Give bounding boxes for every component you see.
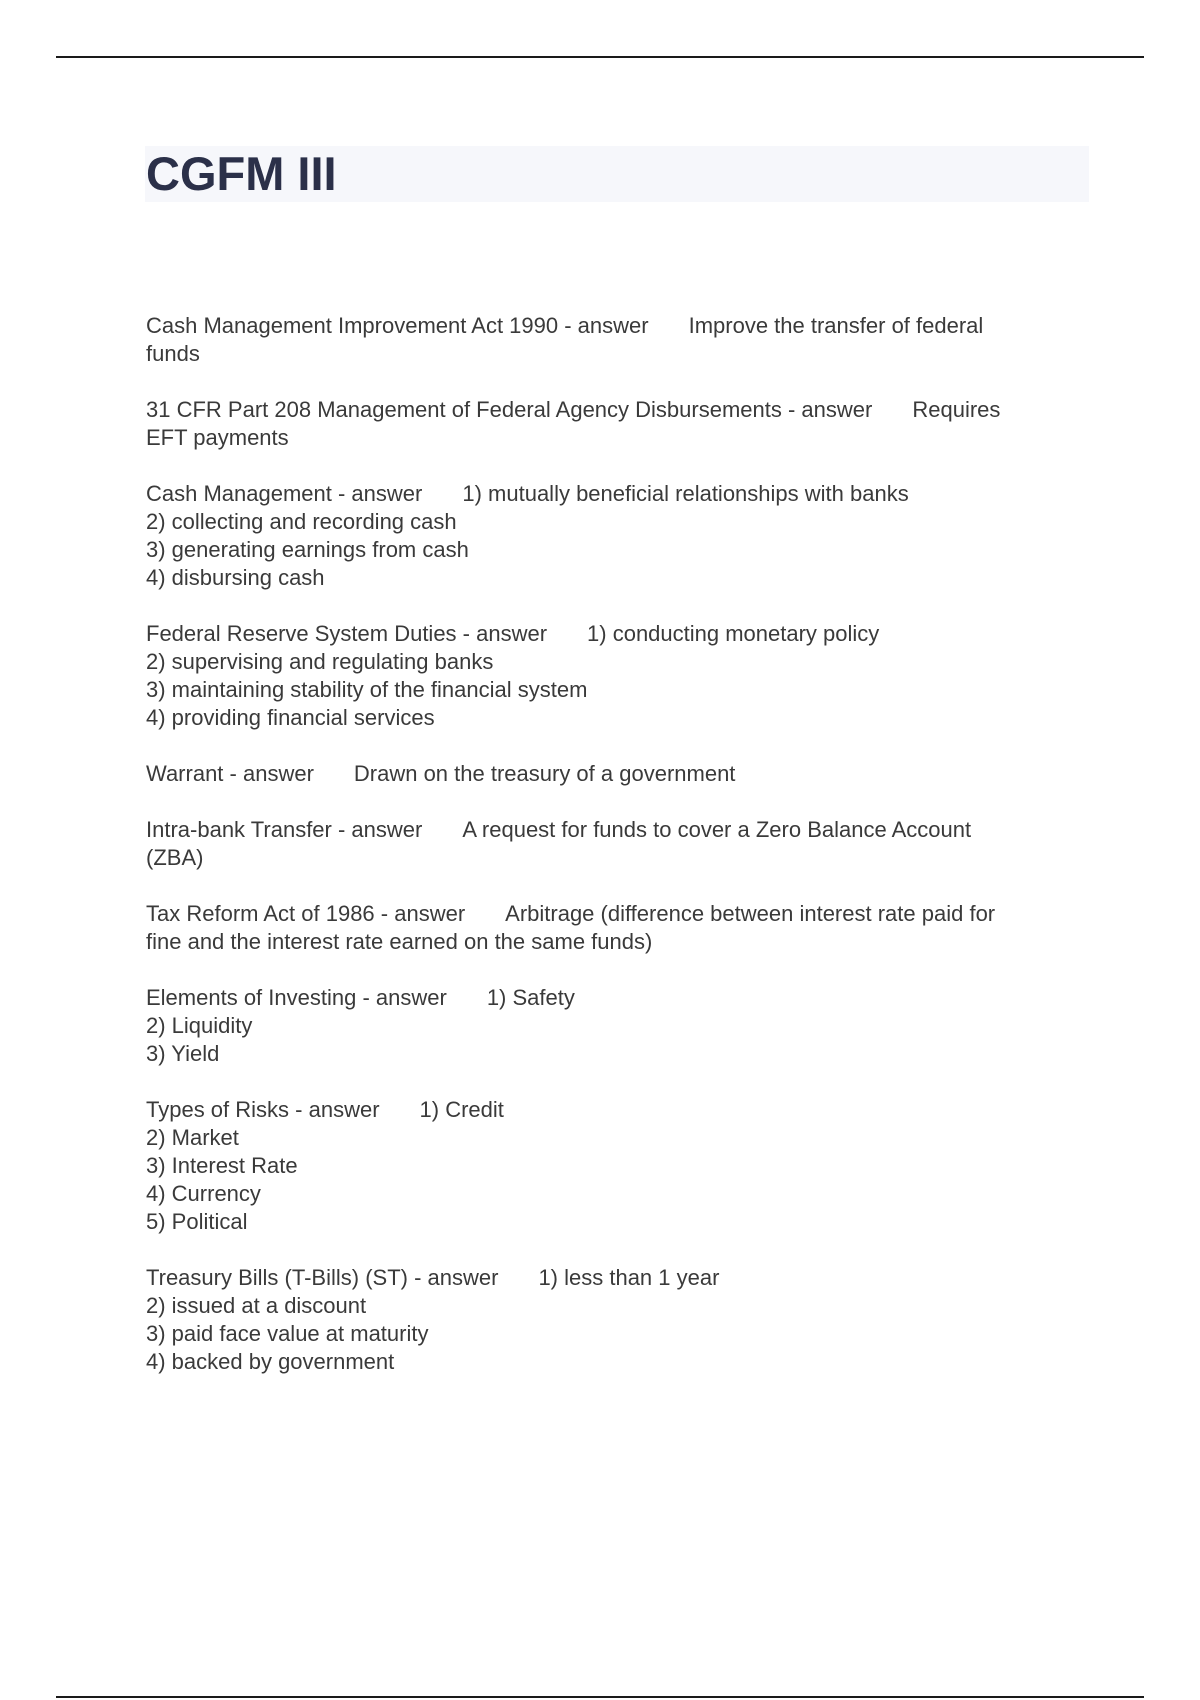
entry-term: Cash Management - answer bbox=[146, 481, 423, 506]
entry-answer-line: 3) paid face value at maturity bbox=[146, 1321, 429, 1346]
entry-first-line bbox=[146, 984, 1090, 1012]
flashcard-entry bbox=[146, 620, 1090, 732]
flashcard-entry bbox=[146, 396, 1090, 452]
flashcard-entry bbox=[146, 760, 1090, 788]
entry-answer-line: 1) conducting monetary policy bbox=[587, 621, 880, 646]
flashcard-entry bbox=[146, 1096, 1090, 1236]
entry-first-line bbox=[146, 760, 1090, 788]
entry-answer-line: Improve the transfer of federal bbox=[688, 313, 984, 338]
entry-answer-line: A request for funds to cover a Zero Balance Account bbox=[462, 817, 972, 842]
flashcard-entry bbox=[146, 984, 1090, 1068]
entry-term: Cash Management Improvement Act 1990 - answer bbox=[146, 313, 649, 338]
entry-answer-line: 2) Market bbox=[146, 1125, 239, 1150]
entry-answer-line: 3) Yield bbox=[146, 1041, 220, 1066]
entry-answer-line: 3) Interest Rate bbox=[146, 1153, 298, 1178]
entry-answer-line: EFT payments bbox=[146, 425, 289, 450]
entry-answer-line: 4) backed by government bbox=[146, 1349, 395, 1374]
entry-answer-line: 4) providing financial services bbox=[146, 705, 435, 730]
entry-first-line bbox=[146, 900, 1090, 928]
flashcard-entry bbox=[146, 312, 1090, 368]
entry-term: Tax Reform Act of 1986 - answer bbox=[146, 901, 466, 926]
flashcard-list bbox=[146, 312, 1090, 1404]
flashcard-entry bbox=[146, 900, 1090, 956]
entry-answer-line: Drawn on the treasury of a government bbox=[353, 761, 736, 786]
entry-answer-line: 1) mutually beneficial relationships with banks bbox=[462, 481, 909, 506]
entry-answer-line: 5) Political bbox=[146, 1209, 248, 1234]
entry-answer-line: 4) Currency bbox=[146, 1181, 261, 1206]
entry-answer-line: 2) supervising and regulating banks bbox=[146, 649, 494, 674]
entry-term: Elements of Investing - answer bbox=[146, 985, 447, 1010]
entry-answer-line: 4) disbursing cash bbox=[146, 565, 325, 590]
entry-first-line bbox=[146, 1096, 1090, 1124]
page-title: CGFM III bbox=[146, 147, 337, 200]
top-rule bbox=[56, 56, 1144, 58]
entry-answer-line: 2) issued at a discount bbox=[146, 1293, 367, 1318]
flashcard-entry bbox=[146, 816, 1090, 872]
entry-first-line bbox=[146, 396, 1090, 424]
entry-term: 31 CFR Part 208 Management of Federal Agency Disbursements - answer bbox=[146, 397, 873, 422]
entry-answer-line: 2) Liquidity bbox=[146, 1013, 253, 1038]
entry-answer-line: funds bbox=[146, 341, 200, 366]
entry-term: Warrant - answer bbox=[146, 761, 314, 786]
entry-term: Types of Risks - answer bbox=[146, 1097, 380, 1122]
entry-term: Treasury Bills (T-Bills) (ST) - answer bbox=[146, 1265, 499, 1290]
entry-first-line bbox=[146, 620, 1090, 648]
entry-first-line bbox=[146, 816, 1090, 844]
entry-answer-line: 3) generating earnings from cash bbox=[146, 537, 469, 562]
entry-answer-line: 1) less than 1 year bbox=[538, 1265, 720, 1290]
entry-first-line bbox=[146, 312, 1090, 340]
flashcard-entry bbox=[146, 480, 1090, 592]
entry-answer-line: 1) Safety bbox=[486, 985, 575, 1010]
entry-term: Intra-bank Transfer - answer bbox=[146, 817, 423, 842]
entry-answer-line: 3) maintaining stability of the financial system bbox=[146, 677, 588, 702]
entry-answer-line: Requires bbox=[912, 397, 1001, 422]
flashcard-entry bbox=[146, 1264, 1090, 1376]
entry-term: Federal Reserve System Duties - answer bbox=[146, 621, 548, 646]
entry-answer-line: (ZBA) bbox=[146, 845, 204, 870]
entry-answer-line: 1) Credit bbox=[419, 1097, 504, 1122]
entry-first-line bbox=[146, 480, 1090, 508]
entry-answer-line: 2) collecting and recording cash bbox=[146, 509, 457, 534]
entry-first-line bbox=[146, 1264, 1090, 1292]
bottom-rule bbox=[56, 1696, 1144, 1698]
entry-answer-line: fine and the interest rate earned on the same funds) bbox=[146, 929, 653, 954]
entry-answer-line: Arbitrage (difference between interest rate paid for bbox=[505, 901, 996, 926]
